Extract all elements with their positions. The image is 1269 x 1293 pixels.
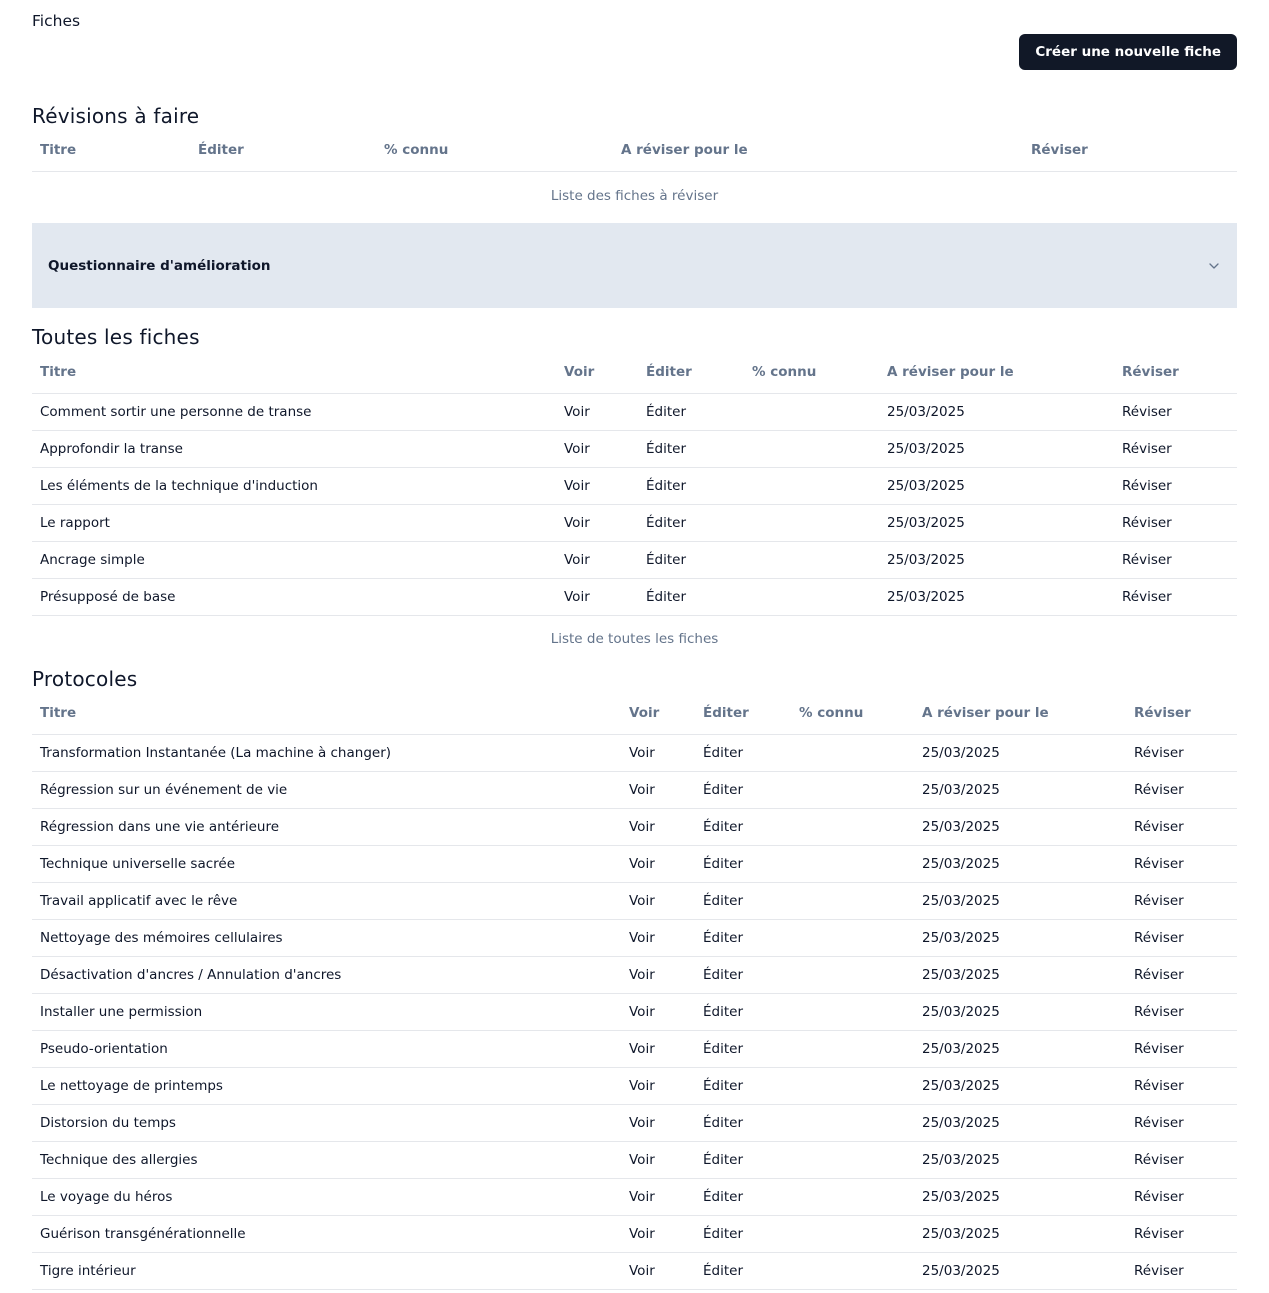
voir-link[interactable]: Voir [621, 920, 695, 957]
revisions-caption: Liste des fiches à réviser [550, 188, 719, 204]
reviser-link[interactable]: Réviser [1126, 1031, 1237, 1068]
row-title: Technique universelle sacrée [32, 846, 621, 883]
column-header-voir: Voir [621, 692, 695, 735]
revision-date: 25/03/2025 [914, 920, 1126, 957]
table-row [32, 957, 1237, 994]
revision-date: 25/03/2025 [914, 809, 1126, 846]
row-title: Guérison transgénérationnelle [32, 1216, 621, 1253]
voir-link[interactable]: Voir [621, 957, 695, 994]
column-header-reviser: Réviser [1114, 351, 1237, 394]
row-title: Désactivation d'ancres / Annulation d'ancres [32, 957, 621, 994]
column-header-connu: % connu [791, 692, 914, 735]
table-row [32, 1142, 1237, 1179]
revision-date: 25/03/2025 [914, 1068, 1126, 1105]
reviser-link[interactable]: Réviser [1114, 579, 1237, 616]
row-title: Le rapport [32, 505, 556, 542]
editer-link[interactable]: Éditer [695, 735, 791, 772]
connu-value [744, 579, 879, 616]
editer-link[interactable]: Éditer [695, 883, 791, 920]
row-title: Pseudo-orientation [32, 1031, 621, 1068]
voir-link[interactable]: Voir [556, 579, 638, 616]
table-row [32, 920, 1237, 957]
row-title: Transformation Instantanée (La machine à changer) [32, 735, 621, 772]
revision-date: 25/03/2025 [879, 579, 1114, 616]
reviser-link[interactable]: Réviser [1126, 809, 1237, 846]
connu-value [791, 772, 914, 809]
column-header-connu: % connu [744, 351, 879, 394]
table-row [32, 809, 1237, 846]
row-title: Le voyage du héros [32, 1179, 621, 1216]
editer-link[interactable]: Éditer [695, 920, 791, 957]
voir-link[interactable]: Voir [621, 809, 695, 846]
create-fiche-button[interactable]: Créer une nouvelle fiche [1019, 34, 1237, 70]
table-row [32, 468, 1237, 505]
table-row [32, 579, 1237, 616]
all-fiches-table [32, 351, 1237, 616]
column-header-editer: Éditer [638, 351, 744, 394]
reviser-link[interactable]: Réviser [1126, 1142, 1237, 1179]
editer-link[interactable]: Éditer [695, 1142, 791, 1179]
reviser-link[interactable]: Réviser [1114, 505, 1237, 542]
revision-date: 25/03/2025 [914, 846, 1126, 883]
reviser-link[interactable]: Réviser [1126, 846, 1237, 883]
revision-date: 25/03/2025 [914, 1031, 1126, 1068]
editer-link[interactable]: Éditer [695, 1216, 791, 1253]
editer-link[interactable]: Éditer [638, 579, 744, 616]
connu-value [744, 431, 879, 468]
column-header-date: A réviser pour le [914, 692, 1126, 735]
all-fiches-section-title: Toutes les fiches [32, 325, 200, 349]
reviser-link[interactable]: Réviser [1126, 1068, 1237, 1105]
column-header-titre: Titre [32, 692, 621, 735]
table-row [32, 883, 1237, 920]
revisions-table [32, 129, 1237, 172]
revision-date: 25/03/2025 [914, 994, 1126, 1031]
revision-date: 25/03/2025 [914, 1179, 1126, 1216]
connu-value [791, 846, 914, 883]
row-title: Nettoyage des mémoires cellulaires [32, 920, 621, 957]
column-header-reviser: Réviser [1023, 129, 1237, 172]
row-title: Régression sur un événement de vie [32, 772, 621, 809]
voir-link[interactable]: Voir [556, 394, 638, 431]
voir-link[interactable]: Voir [621, 1216, 695, 1253]
connu-value [791, 957, 914, 994]
editer-link[interactable]: Éditer [695, 772, 791, 809]
revision-date: 25/03/2025 [914, 735, 1126, 772]
connu-value [791, 809, 914, 846]
questionnaire-accordion[interactable] [32, 223, 1237, 308]
row-title: Installer une permission [32, 994, 621, 1031]
connu-value [791, 1253, 914, 1290]
reviser-link[interactable]: Réviser [1126, 1105, 1237, 1142]
revision-date: 25/03/2025 [879, 505, 1114, 542]
column-header-date: A réviser pour le [879, 351, 1114, 394]
table-header-row [32, 692, 1237, 735]
revision-date: 25/03/2025 [914, 1105, 1126, 1142]
column-header-connu: % connu [376, 129, 613, 172]
connu-value [791, 1179, 914, 1216]
connu-value [791, 1031, 914, 1068]
row-title: Travail applicatif avec le rêve [32, 883, 621, 920]
table-row [32, 1179, 1237, 1216]
connu-value [791, 1142, 914, 1179]
column-header-voir: Voir [556, 351, 638, 394]
editer-link[interactable]: Éditer [695, 1179, 791, 1216]
row-title: Régression dans une vie antérieure [32, 809, 621, 846]
voir-link[interactable]: Voir [556, 542, 638, 579]
connu-value [791, 883, 914, 920]
voir-link[interactable]: Voir [621, 1179, 695, 1216]
editer-link[interactable]: Éditer [638, 394, 744, 431]
voir-link[interactable]: Voir [621, 883, 695, 920]
editer-link[interactable]: Éditer [695, 809, 791, 846]
table-row [32, 1216, 1237, 1253]
row-title: Approfondir la transe [32, 431, 556, 468]
row-title: Le nettoyage de printemps [32, 1068, 621, 1105]
table-header-row [32, 129, 1237, 172]
revision-date: 25/03/2025 [879, 468, 1114, 505]
voir-link[interactable]: Voir [621, 1105, 695, 1142]
revision-date: 25/03/2025 [879, 542, 1114, 579]
voir-link[interactable]: Voir [556, 468, 638, 505]
reviser-link[interactable]: Réviser [1114, 468, 1237, 505]
voir-link[interactable]: Voir [556, 431, 638, 468]
revision-date: 25/03/2025 [914, 1253, 1126, 1290]
voir-link[interactable]: Voir [621, 1068, 695, 1105]
connu-value [791, 1105, 914, 1142]
reviser-link[interactable]: Réviser [1126, 1253, 1237, 1290]
revision-date: 25/03/2025 [879, 394, 1114, 431]
voir-link[interactable]: Voir [621, 994, 695, 1031]
table-row [32, 772, 1237, 809]
editer-link[interactable]: Éditer [638, 431, 744, 468]
connu-value [791, 1216, 914, 1253]
accordion-label: Questionnaire d'amélioration [48, 257, 271, 274]
page-title: Fiches [32, 12, 81, 30]
column-header-date: A réviser pour le [613, 129, 1023, 172]
editer-link[interactable]: Éditer [638, 505, 744, 542]
editer-link[interactable]: Éditer [638, 542, 744, 579]
all-fiches-caption: Liste de toutes les fiches [550, 631, 719, 647]
reviser-link[interactable]: Réviser [1126, 994, 1237, 1031]
voir-link[interactable]: Voir [621, 846, 695, 883]
reviser-link[interactable]: Réviser [1126, 1216, 1237, 1253]
connu-value [744, 394, 879, 431]
row-title: Les éléments de la technique d'induction [32, 468, 556, 505]
row-title: Ancrage simple [32, 542, 556, 579]
column-header-titre: Titre [32, 351, 556, 394]
table-row [32, 1105, 1237, 1142]
reviser-link[interactable]: Réviser [1126, 1179, 1237, 1216]
reviser-link[interactable]: Réviser [1114, 431, 1237, 468]
row-title: Présupposé de base [32, 579, 556, 616]
protocoles-section-title: Protocoles [32, 667, 138, 691]
table-row [32, 1031, 1237, 1068]
table-row [32, 735, 1237, 772]
row-title: Tigre intérieur [32, 1253, 621, 1290]
table-row [32, 1253, 1237, 1290]
revision-date: 25/03/2025 [914, 1142, 1126, 1179]
reviser-link[interactable]: Réviser [1126, 772, 1237, 809]
connu-value [744, 505, 879, 542]
revision-date: 25/03/2025 [879, 431, 1114, 468]
editer-link[interactable]: Éditer [695, 1031, 791, 1068]
connu-value [791, 1068, 914, 1105]
editer-link[interactable]: Éditer [695, 994, 791, 1031]
row-title: Comment sortir une personne de transe [32, 394, 556, 431]
table-row [32, 431, 1237, 468]
column-header-editer: Éditer [190, 129, 376, 172]
revision-date: 25/03/2025 [914, 957, 1126, 994]
voir-link[interactable]: Voir [621, 772, 695, 809]
revisions-section-title: Révisions à faire [32, 104, 200, 128]
revision-date: 25/03/2025 [914, 772, 1126, 809]
editer-link[interactable]: Éditer [638, 468, 744, 505]
connu-value [744, 542, 879, 579]
table-row [32, 394, 1237, 431]
row-title: Distorsion du temps [32, 1105, 621, 1142]
reviser-link[interactable]: Réviser [1126, 920, 1237, 957]
editer-link[interactable]: Éditer [695, 1105, 791, 1142]
table-row [32, 1068, 1237, 1105]
editer-link[interactable]: Éditer [695, 1253, 791, 1290]
voir-link[interactable]: Voir [556, 505, 638, 542]
reviser-link[interactable]: Réviser [1126, 735, 1237, 772]
chevron-down-icon [1207, 259, 1221, 273]
connu-value [791, 920, 914, 957]
voir-link[interactable]: Voir [621, 735, 695, 772]
row-title: Technique des allergies [32, 1142, 621, 1179]
reviser-link[interactable]: Réviser [1126, 883, 1237, 920]
editer-link[interactable]: Éditer [695, 846, 791, 883]
connu-value [791, 735, 914, 772]
revision-date: 25/03/2025 [914, 883, 1126, 920]
voir-link[interactable]: Voir [621, 1253, 695, 1290]
reviser-link[interactable]: Réviser [1126, 957, 1237, 994]
table-row [32, 846, 1237, 883]
voir-link[interactable]: Voir [621, 1031, 695, 1068]
connu-value [744, 468, 879, 505]
reviser-link[interactable]: Réviser [1114, 542, 1237, 579]
editer-link[interactable]: Éditer [695, 1068, 791, 1105]
table-header-row [32, 351, 1237, 394]
connu-value [791, 994, 914, 1031]
protocoles-table [32, 692, 1237, 1290]
voir-link[interactable]: Voir [621, 1142, 695, 1179]
table-row [32, 994, 1237, 1031]
column-header-titre: Titre [32, 129, 190, 172]
editer-link[interactable]: Éditer [695, 957, 791, 994]
reviser-link[interactable]: Réviser [1114, 394, 1237, 431]
column-header-editer: Éditer [695, 692, 791, 735]
table-row [32, 542, 1237, 579]
revision-date: 25/03/2025 [914, 1216, 1126, 1253]
table-row [32, 505, 1237, 542]
column-header-reviser: Réviser [1126, 692, 1237, 735]
